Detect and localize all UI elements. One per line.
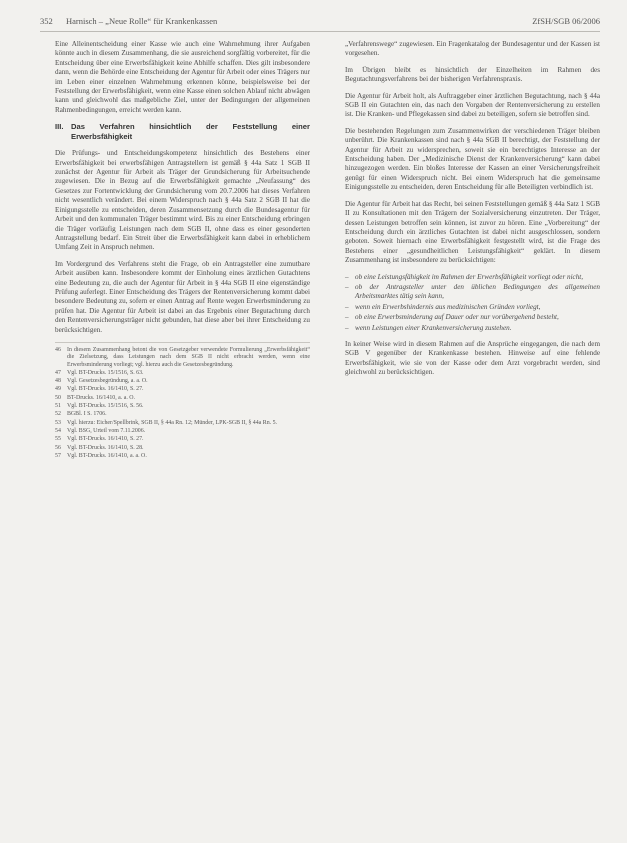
list-item: – ob der Antragsteller unter den üblichen Bedingungen des allgemeinen Arbeitsmarktes tätig sein kann, bbox=[345, 282, 600, 301]
page-header bbox=[40, 16, 600, 30]
list-item: – wenn Leistungen einer Krankenversicherung zustehen. bbox=[345, 323, 512, 332]
left-paragraph-1: Eine Alleinentscheidung einer Kasse wie auch eine Wahrnehmung ihrer Aufgaben könnte auch in diesem Zusammenhang, die sie ausreichend sorgfältig vorbereitet, für die Entscheidung über eine Erwerbsfähigkeit keine Abhilfe schaffen. Dies gilt insbesondere dann, wenn die Behörde eine Entscheidung der Agentur für Arbeit oder eines Trägers nur im Leben einer einzelnen Wahrnehmung erkennen könne, beispielsweise bei der Feststellung der Erwerbsfähigkeit, wenn eine Kasse einen solchen Ablauf nicht abwägen kann und gleichwohl das maßgebliche Ziel, unter der Bedingungen der allgemeinen Rahmenbedingungen, erreicht werden kann. bbox=[55, 40, 310, 114]
footnote: 55 Vgl. BT-Drucks. 16/1410, S. 27. bbox=[55, 436, 144, 443]
right-paragraph-4: Die bestehenden Regelungen zum Zusammenwirken der verschiedenen Träger bleiben unberührt. Die Krankenkassen sind nach § 44a SGB II berechtigt, der Feststellung der Agentur für Arbeit zu widersprechen, soweit sie ein berechtigtes Interesse an der Entscheidung haben. Der „Medizinische Dienst der Krankenversicherung“ kann dabei hinzugezogen werden. Ein bloßes Interesse der Kassen an einer Versicherungsfreiheit genügt für einen Widerspruch nicht. Bei einem Widerspruch hat die gemeinsame Einigungsstelle zu entscheiden, deren Entscheidung für alle Beteiligten verbindlich ist. bbox=[345, 126, 600, 192]
footnote: 53 Vgl. hierzu: Eicher/Spellbrink, SGB II, § 44a Rn. 12; Münder, LPK-SGB II, § 44a Rn. 5. bbox=[55, 419, 278, 426]
right-column bbox=[345, 40, 600, 385]
footnote: 48 Vgl. Gesetzesbegründung, a. a. O. bbox=[55, 378, 148, 385]
footnote: 56 Vgl. BT-Drucks. 16/1410, S. 28. bbox=[55, 444, 144, 451]
footnote: 54 Vgl. BSG, Urteil vom 7.11.2006. bbox=[55, 427, 146, 434]
running-title: Harnisch – „Neue Rolle“ für Krankenkassen bbox=[66, 16, 218, 26]
list-item: – ob eine Leistungsfähigkeit im Rahmen der Erwerbsfähigkeit vorliegt oder nicht, bbox=[345, 272, 584, 281]
footnote: 51 Vgl. BT-Drucks. 15/1516, S. 56. bbox=[55, 403, 144, 410]
section-number: III. bbox=[55, 122, 64, 132]
footnote: 50 BT-Drucks. 16/1410, a. a. O. bbox=[55, 394, 136, 401]
page-number: 352 bbox=[40, 16, 53, 26]
footnote: 52 BGBl. I S. 1706. bbox=[55, 411, 107, 418]
header-rule bbox=[40, 31, 600, 32]
footnote: 49 Vgl. BT-Drucks. 16/1410, S. 27. bbox=[55, 386, 144, 393]
footnote: 47 Vgl. BT-Drucks. 15/1516, S. 63. bbox=[55, 369, 144, 376]
footnote: 57 Vgl. BT-Drucks. 16/1410, a. a. O. bbox=[55, 452, 147, 459]
list-item: – ob eine Erwerbsminderung auf Dauer oder nur vorübergehend besteht, bbox=[345, 313, 559, 322]
left-column bbox=[55, 40, 310, 461]
list-item: – wenn ein Erwerbshindernis aus medizinischen Gründen vorliegt, bbox=[345, 302, 541, 311]
criteria-list bbox=[345, 273, 600, 333]
right-paragraph-2: Im Übrigen bleibt es hinsichtlich der Einzelheiten im Rahmen des Begutachtungsverfahrens bei der bisherigen Verfahrenspraxis. bbox=[345, 65, 600, 84]
right-paragraph-1: „Verfahrenswege“ zugewiesen. Ein Fragenkatalog der Bundesagentur und der Kassen ist vorgesehen. bbox=[345, 40, 600, 58]
footnote: 46 In diesem Zusammenhang betont die von Gesetzgeber verwendete Formulierung „Erwerbsfähigkeit“ die Zielsetzung, dass Leistungen nach dem SGB II nicht erbracht werden, wenn eine Erwerbsminderung vorliegt; vgl. hierzu auch die Gesetzesbegründung. bbox=[55, 346, 310, 368]
right-paragraph-6: In keiner Weise wird in diesem Rahmen auf die Ansprüche eingegangen, die nach dem SGB V gegenüber der Krankenkasse bestehen. Hinweise auf eine fehlende Erwerbsfähigkeit, wie sie von der Kasse oder dem Arzt vorgebracht werden, sind gleichwohl zu berücksichtigen. bbox=[345, 339, 600, 377]
section-title: Das Verfahren hinsichtlich der Feststellung einer Erwerbsfähigkeit bbox=[71, 122, 310, 142]
footnotes bbox=[55, 342, 310, 460]
section-heading bbox=[55, 122, 310, 142]
issue-label: ZfSH/SGB 06/2006 bbox=[532, 16, 600, 26]
right-paragraph-3: Die Agentur für Arbeit holt, als Auftraggeber einer ärztlichen Begutachtung, nach § 44a SGB II ein Gutachten ein, das nach den Vorgaben der Rentenversicherung zu erstellen ist. Die Kranken- und Pflegekassen sind dabei zu beteiligen, sofern sie betroffen sind. bbox=[345, 91, 600, 119]
right-paragraph-5: Die Agentur für Arbeit hat das Recht, bei seinen Feststellungen gemäß § 44a Satz 1 SGB II zu Konsultationen mit den Trägern der Sozialversicherung einzutreten. Der Träger, dessen Leistungen betroffen sein können, ist zuvor zu hören. Eine „Vorbereitung“ der Entscheidung durch ein ärztliches Gutachten ist dabei nicht ausgeschlossen, sondern geboten. Soweit hiernach eine Erwerbsfähigkeit festgestellt wird, ist die Frage des Bestehens einer „gesundheitlichen Leistungsfähigkeit“ geklärt. In diesem Zusammenhang ist insbesondere zu berücksichtigen: bbox=[345, 199, 600, 265]
left-paragraph-2: Die Prüfungs- und Entscheidungskompetenz hinsichtlich des Bestehens einer Erwerbsfähigkeit bei erwerbsfähigen Antragstellern ist gemäß § 44a Satz 1 SGB II zunächst der Agentur für Arbeit als Träger der Grundsicherung für Arbeitsuchende zugewiesen. Die in Bezug auf die Erwerbsfähigkeit gemachte „Neufassung“ des Gesetzes zur Fortentwicklung der Grundsicherung vom 20.7.2006 hat dieses Verfahren nicht wesentlich verändert. Bei einem Widerspruch nach § 44a Satz 2 SGB II hat die Einigungsstelle zu entscheiden, deren Zusammensetzung durch die Bundesagentur für Arbeit und den kommunalen Träger bestimmt wird. Bis zu einer Entscheidung erbringen die Träger vorläufig Leistungen nach dem SGB II, ohne dass es einer gesonderten Antragstellung bedarf. Ein Streit über die Erwerbsfähigkeit kann dabei in erheblichem Umfang Zeit in Anspruch nehmen. bbox=[55, 149, 310, 252]
left-paragraph-3: Im Vordergrund des Verfahrens steht die Frage, ob ein Antragsteller eine zumutbare Arbeit ausüben kann. Insbesondere kommt der Einholung eines ärztlichen Gutachtens eine Bedeutung zu, die auch der Agentur für Arbeit in § 44a SGB II eine eigenständige Prüfung auferlegt. Einer Entscheidung des Trägers der Rentenversicherung kommt dabei besondere Bedeutung zu, sofern er einen Antrag auf Rente wegen Erwerbsminderung zu prüfen hat. Die Agentur für Arbeit ist dabei an das Ergebnis einer Begutachtung durch den Rentenversicherungsträger nicht gebunden, hat diese aber bei ihrer Entscheidung zu berücksichtigen. bbox=[55, 259, 310, 334]
